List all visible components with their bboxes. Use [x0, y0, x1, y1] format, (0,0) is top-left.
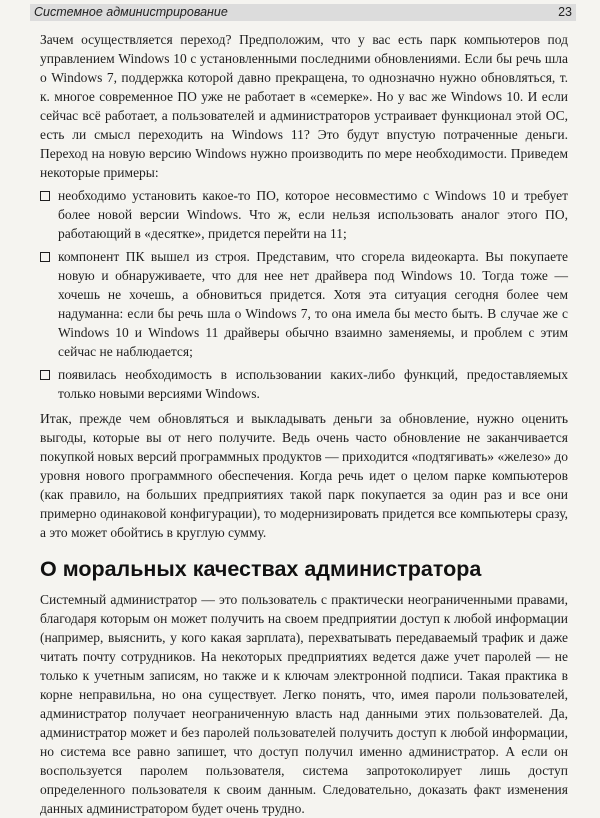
page-content	[40, 30, 568, 818]
checkbox-bullet-icon	[40, 252, 50, 262]
second-paragraph: Итак, прежде чем обновляться и выкладывать деньги за обновление, нужно оценить выгоды, которые вы от него получите. Ведь очень часто обновление не заканчивается покупкой новых версий программных продуктов — приходится «подтягивать» «железо» до уровня нового программного обеспечения. Когда речь идет о целом парке компьютеров (как правило, на больших предприятиях такой парк покупается за один раз и все они примерно одинаковой конфигурации), то модернизировать придется все компьютеры сразу, а это может обойтись в круглую сумму.	[40, 411, 568, 540]
bullet-item	[40, 247, 568, 361]
bullet-item	[40, 186, 568, 243]
section-heading: О моральных качествах администратора	[40, 557, 482, 581]
intro-paragraph: Зачем осуществляется переход? Предположим, что у вас есть парк компьютеров под управлением Windows 10 с установленными последними обновлениями. Если бы речь шла о Windows 7, поддержка которой давно прекращена, то однозначно нужно обновляться, т. к. многое современное ПО уже не работает в «семерке». Но у вас же Windows 10. И если сейчас всё работает, а пользователей и администраторов устраивает функционал этой ОС, есть ли смысл переходить на Windows 11? Это будут впустую потраченные деньги. Переход на новую версию Windows нужно производить по мере необходимости. Приведем некоторые примеры:	[40, 32, 568, 180]
checkbox-bullet-icon	[40, 191, 50, 201]
running-head-section-title: Системное администрирование	[34, 5, 228, 19]
bullet-list	[40, 186, 568, 403]
bullet-item	[40, 365, 568, 403]
bullet-text: необходимо установить какое-то ПО, которое несовместимо с Windows 10 и требует более новой версии Windows. Что ж, если нельзя использовать аналог этого ПО, работающий в «десятке», придется перейти на 11;	[58, 188, 568, 241]
bullet-text: компонент ПК вышел из строя. Представим, что сгорела видеокарта. Вы покупаете новую и обнаруживаете, что для нее нет драйвера под Windows 10. Тогда тоже — хочешь не хочешь, а обновиться придется. Хотя эта ситуация сегодня более чем надуманна: если бы речь шла о Windows 7, то она имела бы место быть. В случае же с Windows 10 и Windows 11 драйверы обычно взаимно заменяемы, и проблем с этим сейчас не наблюдается;	[58, 249, 568, 359]
third-paragraph: Системный администратор — это пользователь с практически неограниченными правами, благодаря которым он может получить на своем предприятии доступ к любой информации (например, выяснить, у кого какая зарплата), перехватывать передаваемый трафик и даже читать почту сотрудников. На некоторых предприятиях ведется даже учет паролей — не только к учетным записям, но также и к ключам электронной подписи. Такая практика в корне неправильна, но она существует. Легко понять, что, имея пароли пользователей, администратор получает неограниченную власть над данными этих пользователей. Да, администратор может и без паролей пользователей получить доступ к любой информации, но система все равно запишет, что доступ получил именно администратор. А если он воспользуется паролем пользователя, система запротоколирует лишь доступ определенного пользователя к своим данным. Следовательно, доказать факт изменения данных администратором будет очень трудно.	[40, 592, 568, 816]
page-number: 23	[558, 5, 572, 19]
checkbox-bullet-icon	[40, 370, 50, 380]
bullet-text: появилась необходимость в использовании каких-либо функций, предоставляемых только новыми версиями Windows.	[58, 367, 568, 401]
running-head	[30, 4, 576, 21]
